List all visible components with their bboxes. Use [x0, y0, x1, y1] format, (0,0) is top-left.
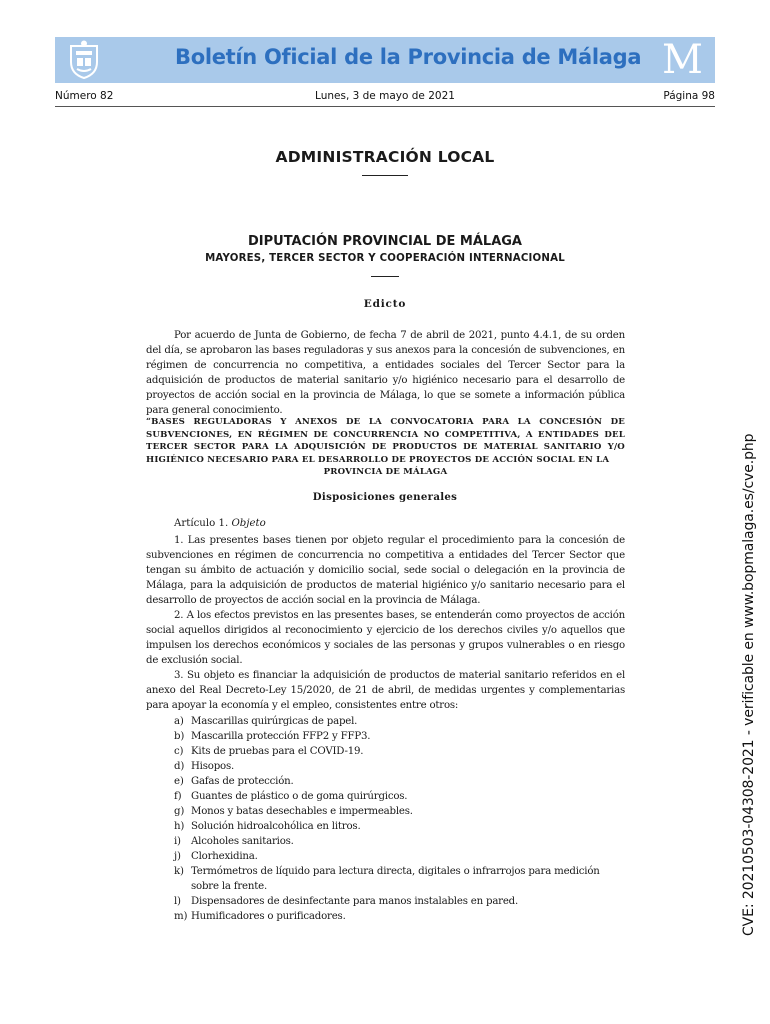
list-item — [174, 729, 626, 744]
list-item-text: Monos y batas desechables e impermeables. — [191, 806, 413, 817]
section-divider — [362, 175, 408, 176]
list-item-letter: i) — [174, 836, 181, 847]
list-item — [174, 789, 626, 804]
issue-number: Número 82 — [55, 90, 114, 102]
list-item — [174, 759, 626, 774]
list-item-text: Dispensadores de desinfectante para manos instalables en pared. — [191, 896, 519, 907]
list-item-letter: c) — [174, 746, 184, 757]
list-item — [174, 744, 626, 759]
products-list — [174, 714, 626, 924]
paragraph-3: 3. Su objeto es financiar la adquisición de productos de material sanitario referidos en el anexo del Real Decreto-Ley 15/2020, de 21 de abril, de medidas urgentes y complementarias para apoyar la economía y el empleo, consistentes entre otros: — [146, 670, 625, 711]
list-item-text: Humificadores o purificadores. — [191, 911, 346, 922]
list-item-letter: e) — [174, 776, 184, 787]
list-item-letter: g) — [174, 806, 185, 817]
list-item — [174, 909, 626, 924]
list-item — [174, 864, 626, 894]
intro-paragraph: Por acuerdo de Junta de Gobierno, de fecha 7 de abril de 2021, punto 4.4.1, de su orden del día, se aprobaron las bases reguladoras y sus anexos para la concesión de subvenciones, en régimen de concurrencia no competitiva, a entidades sociales del Tercer Sector para la adquisición de productos de material sanitario y/o higiénico necesario para el desarrollo de proyectos de acción social en la provincia de Málaga, lo que se somete a información pública para general conocimiento. — [146, 330, 625, 416]
department-divider — [371, 276, 399, 277]
list-item — [174, 804, 626, 819]
list-item-text: Clorhexidina. — [191, 851, 258, 862]
list-item-text: Hisopos. — [191, 761, 235, 772]
article-title: Objeto — [231, 518, 266, 529]
list-item-letter: b) — [174, 731, 185, 742]
bulletin-logo: M — [662, 37, 703, 83]
list-item-letter: l) — [174, 896, 181, 907]
list-item — [174, 774, 626, 789]
list-item — [174, 819, 626, 834]
list-item-text: Mascarillas quirúrgicas de papel. — [191, 716, 358, 727]
bases-title-text: “BASES REGULADORAS Y ANEXOS DE LA CONVOCATORIA PARA LA CONCESIÓN DE SUBVENCIONES, EN RÉGIMEN DE CONCURRENCIA NO COMPETITIVA, A ENTIDADES DEL TERCER SECTOR PARA LA ADQUISICIÓN DE PRODUCTOS DE MATERIAL SANITARIO Y/O HIGIÉNICO NECESARIO PARA EL DESARROLLO DE PROYECTOS DE ACCIÓN SOCIAL EN LA — [146, 417, 625, 465]
list-item-text: Termómetros de líquido para lectura directa, digitales o infrarrojos para medición sobre la frente. — [191, 866, 600, 892]
page-number: Página 98 — [663, 90, 715, 102]
cve-verification-text[interactable]: CVE: 20210503-04308-2021 - verificable en www.bopmalaga.es/cve.php — [741, 433, 757, 936]
list-item-text: Solución hidroalcohólica en litros. — [191, 821, 361, 832]
issue-date: Lunes, 3 de mayo de 2021 — [315, 90, 455, 102]
list-item-letter: m) — [174, 911, 188, 922]
document-type: Edicto — [363, 298, 407, 310]
list-item — [174, 714, 626, 729]
general-provisions-heading: Disposiciones generales — [312, 491, 458, 503]
list-item — [174, 894, 626, 909]
list-item-letter: j) — [174, 851, 181, 862]
coat-of-arms-icon — [65, 40, 103, 80]
department-title: MAYORES, TERCER SECTOR Y COOPERACIÓN INTERNACIONAL — [205, 253, 565, 264]
organization-title: DIPUTACIÓN PROVINCIAL DE MÁLAGA — [247, 234, 522, 249]
list-item — [174, 834, 626, 849]
section-title: ADMINISTRACIÓN LOCAL — [275, 148, 495, 166]
list-item-letter: k) — [174, 866, 184, 877]
list-item-text: Guantes de plástico o de goma quirúrgicos. — [191, 791, 408, 802]
list-item-text: Alcoholes sanitarios. — [191, 836, 294, 847]
bulletin-title: Boletín Oficial de la Provincia de Málaga — [175, 45, 642, 69]
list-item-letter: h) — [174, 821, 185, 832]
header-divider — [55, 106, 715, 107]
article-heading — [174, 518, 266, 529]
list-item-letter: d) — [174, 761, 185, 772]
paragraph-2: 2. A los efectos previstos en las presentes bases, se entenderán como proyectos de acción social aquellos dirigidos al reconocimiento y ejercicio de los derechos civiles y/o aquellos que impulsen los derechos económicos y sociales de las personas y grupos vulnerables o en riesgo de exclusión social. — [146, 610, 625, 666]
list-item-text: Mascarilla protección FFP2 y FFP3. — [191, 731, 371, 742]
bases-title-last-line: PROVINCIA DE MÁLAGA — [323, 467, 448, 477]
list-item-text: Gafas de protección. — [191, 776, 294, 787]
paragraph-1: 1. Las presentes bases tienen por objeto regular el procedimiento para la concesión de subvenciones en régimen de concurrencia no competitiva a entidades del Tercer Sector que tengan su ámbito de actuación y domicilio social, sede social o delegación en la provincia de Málaga, para la adquisición de productos de material higiénico y/o sanitario necesario para el desarrollo de proyectos de acción social en la provincia de Málaga. — [146, 535, 625, 606]
list-item-letter: f) — [174, 791, 182, 802]
header-banner — [55, 37, 715, 83]
article-label: Artículo 1. — [174, 518, 229, 529]
list-item-letter: a) — [174, 716, 184, 727]
list-item-text: Kits de pruebas para el COVID-19. — [191, 746, 364, 757]
bases-title — [146, 416, 625, 479]
list-item — [174, 849, 626, 864]
